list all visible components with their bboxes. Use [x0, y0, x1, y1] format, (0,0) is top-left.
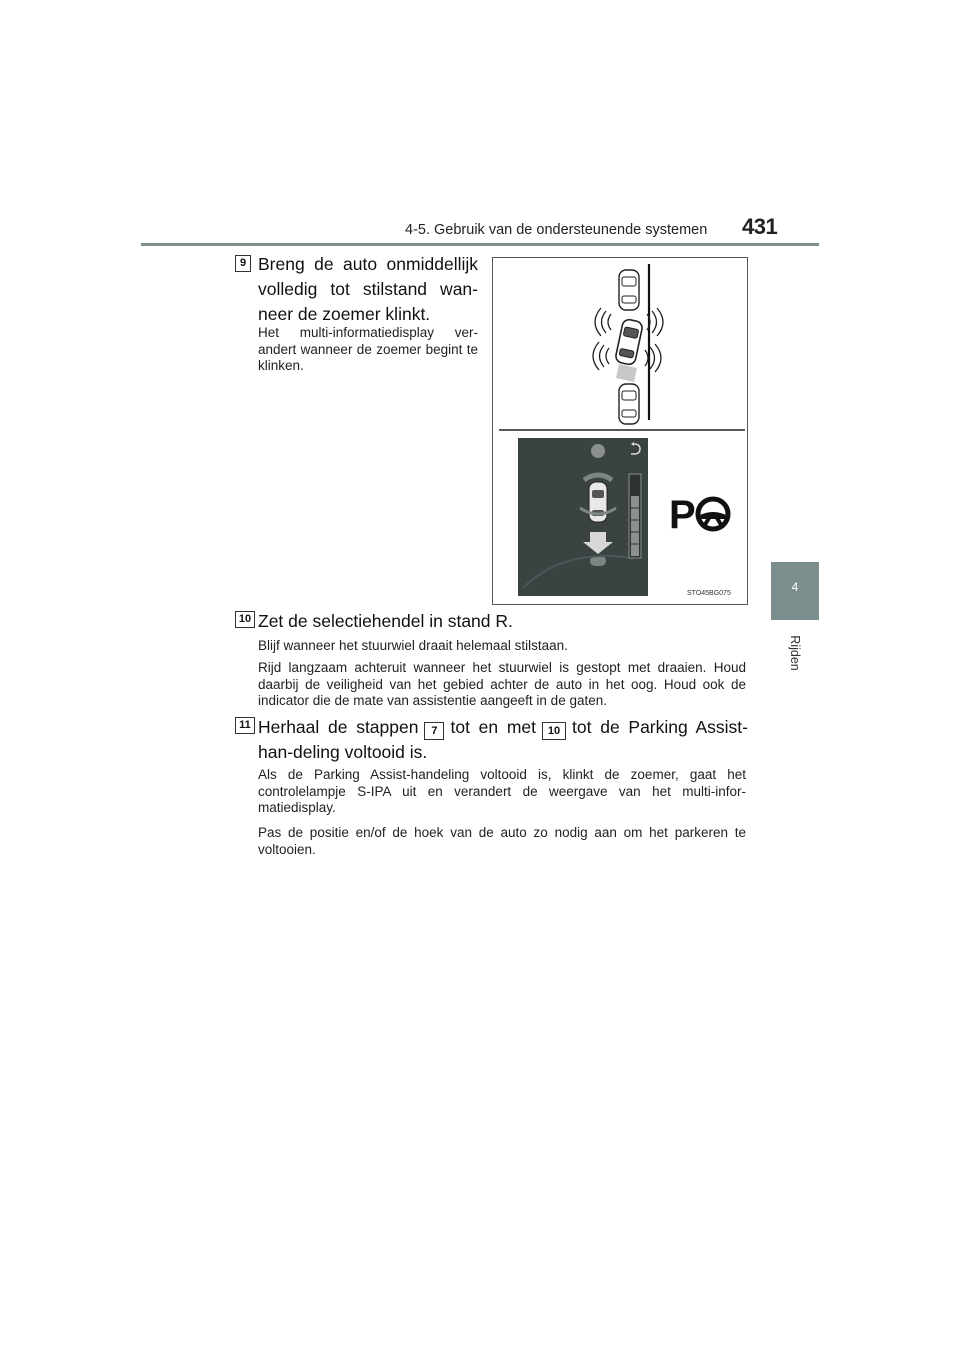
- sensor-indicator-top: [591, 444, 605, 458]
- step11-heading: [258, 715, 748, 765]
- step11-heading-part-a: Herhaal de stappen: [258, 717, 419, 737]
- header-divider: [141, 243, 819, 246]
- step11-paragraph-1: Als de Parking Assist-handeling voltooid is, klinkt de zoemer, gaat het controlelampje S-IPA uit en verandert de weergave van het multi-infor-matiedisplay.: [258, 767, 746, 815]
- page-number: 431: [742, 214, 778, 239]
- parking-assist-figure: [492, 257, 748, 605]
- step11-heading-part-b: tot en met: [450, 717, 537, 737]
- step10-heading: Zet de selectiehendel in stand R.: [258, 611, 513, 631]
- figure-code: STO45BG075: [687, 590, 731, 597]
- front-parked-car-icon: [619, 270, 639, 310]
- step9-heading: Breng de auto onmiddellijk volledig tot stilstand wan-neer de zoemer klinkt.: [258, 254, 478, 324]
- own-car-icon: [615, 318, 644, 365]
- step11-paragraph-2: Pas de positie en/of de hoek van de auto zo nodig aan om het parkeren te voltooien.: [258, 825, 746, 857]
- rear-parked-car-icon: [619, 384, 639, 424]
- parking-illustration: [493, 258, 748, 605]
- chapter-number: 4: [791, 580, 799, 594]
- step-reference-7: 7: [424, 722, 444, 740]
- step-badge-11: 11: [235, 717, 255, 734]
- step10-paragraph-1: Blijf wanneer het stuurwiel draait helemaal stilstaan.: [258, 638, 568, 653]
- step-badge-9: 9: [235, 255, 251, 272]
- section-title: 4-5. Gebruik van de ondersteunende systemen: [405, 222, 708, 238]
- assist-gauge-fill: [631, 496, 639, 556]
- chapter-label-text: Rijden: [788, 635, 802, 671]
- display-car-icon: [589, 482, 607, 522]
- step11-heading-part-c: tot de Parking Assist-han-deling voltooid is.: [258, 717, 748, 762]
- park-letter: P: [669, 493, 696, 537]
- step-badge-10: 10: [235, 611, 255, 628]
- chapter-tab: [771, 562, 819, 620]
- step-reference-10: 10: [542, 722, 566, 740]
- chapter-label: [784, 628, 806, 688]
- steering-wheel-icon: [698, 499, 728, 529]
- step10-paragraph-2: Rijd langzaam achteruit wanneer het stuurwiel is gestopt met draaien. Houd daarbij de veiligheid van het gebied achter de auto in het oog. Houd ook de indicator die de mate van assistentie aangeeft in de gaten.: [258, 660, 746, 708]
- detection-zone: [616, 364, 637, 382]
- step9-note: Het multi-informatiedisplay ver-andert wanneer de zoemer begint te klinken.: [258, 325, 478, 373]
